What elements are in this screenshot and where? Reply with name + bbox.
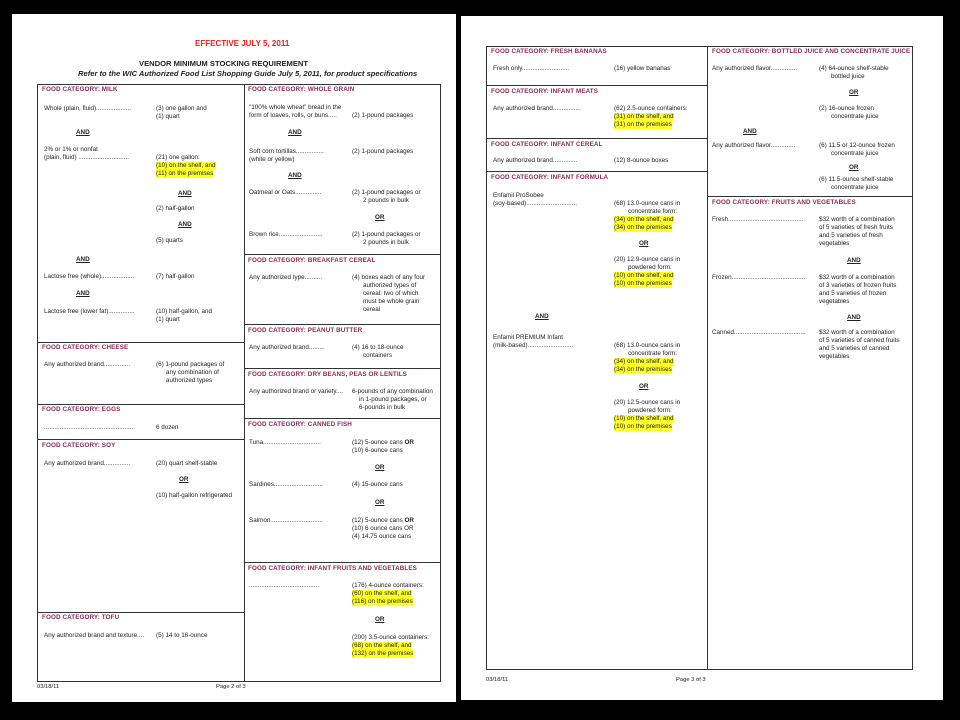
salmon-req: (12) 5-ounce cans OR bbox=[352, 517, 414, 524]
dry-beans-req: 6-pounds of any combination bbox=[352, 388, 433, 395]
premium-name: Enfamil PREMIUM Infant bbox=[493, 334, 563, 341]
fresh-req: of 5 varieties of fresh fruits bbox=[819, 224, 893, 231]
tuna-name: Tuna................................. bbox=[249, 439, 321, 446]
bananas-name: Fresh only........................... bbox=[493, 65, 570, 72]
column-divider bbox=[244, 84, 245, 682]
category-infant-fruits-vegetables: FOOD CATEGORY: INFANT FRUITS AND VEGETABLES bbox=[248, 565, 417, 572]
tortilla-req: (2) 1-pound packages bbox=[352, 148, 414, 155]
and-connector: AND bbox=[76, 290, 90, 297]
canned-req: $32 worth of a combination bbox=[819, 329, 895, 336]
premium-highlight: (10) on the premises bbox=[614, 423, 672, 430]
milk-lactose-lowfat-req: (10) half-gallon, and bbox=[156, 308, 213, 315]
row-divider bbox=[707, 196, 913, 197]
row-divider bbox=[244, 254, 441, 255]
prosobee-name: (soy-based)............................. bbox=[493, 200, 577, 207]
premium-req: concentrate form: bbox=[628, 350, 677, 357]
or-connector: OR bbox=[375, 464, 385, 471]
or-connector: OR bbox=[375, 616, 385, 623]
premium-name: (milk-based).......................... bbox=[493, 342, 574, 349]
juice-req: concentrate juice bbox=[831, 184, 879, 191]
juice-req: (4) 64-ounce shelf-stable bbox=[819, 65, 889, 72]
row-divider bbox=[486, 171, 707, 172]
premium-req: (68) 13.0-ounce cans in bbox=[614, 342, 681, 349]
page-2-sheet bbox=[12, 14, 456, 702]
prosobee-req: concentrate form: bbox=[628, 208, 677, 215]
peanut-butter-name: Any authorized brand......... bbox=[249, 344, 325, 351]
row-divider bbox=[486, 85, 707, 86]
or-connector: OR bbox=[639, 240, 649, 247]
or-connector: OR bbox=[179, 476, 189, 483]
milk-half-gallon: (2) half-gallon bbox=[156, 205, 195, 212]
frozen-req: and 5 varieties of frozen bbox=[819, 290, 887, 297]
and-connector: AND bbox=[847, 314, 861, 321]
and-connector: AND bbox=[847, 257, 861, 264]
or-connector: OR bbox=[849, 164, 859, 171]
prosobee-highlight: (10) on the premises bbox=[614, 280, 672, 287]
juice-req: bottled juice bbox=[831, 73, 865, 80]
cheese-name: Any authorized brand............... bbox=[44, 361, 131, 368]
category-fresh-bananas: FOOD CATEGORY: FRESH BANANAS bbox=[491, 48, 607, 55]
bread-name: "100% whole wheat" bread in the bbox=[249, 104, 342, 111]
and-connector: AND bbox=[178, 190, 192, 197]
cereal-name: Any authorized type.......... bbox=[249, 274, 323, 281]
bananas-req: (16) yellow bananas bbox=[614, 65, 671, 72]
cereal-req: (4) boxes each of any four bbox=[352, 274, 426, 281]
milk-quarts: (5) quarts bbox=[156, 237, 183, 244]
infant-fv-highlight: (68) on the shelf, and bbox=[352, 642, 412, 649]
cereal-req: must be whole grain bbox=[363, 298, 420, 305]
or-connector: OR bbox=[375, 499, 385, 506]
category-bottled-juice: FOOD CATEGORY: BOTTLED JUICE AND CONCENTRATE JUICE bbox=[712, 48, 911, 55]
footer-date: 03/18/11 bbox=[486, 677, 509, 683]
footer-page-number: Page 3 of 3 bbox=[676, 677, 706, 683]
juice-name: Any authorized flavor.............. bbox=[712, 142, 796, 149]
or-connector: OR bbox=[849, 89, 859, 96]
tortilla-name: Soft corn tortillas................ bbox=[249, 148, 324, 155]
salmon-name: Salmon.............................. bbox=[249, 517, 323, 524]
or-connector: OR bbox=[639, 383, 649, 390]
fresh-req: and 5 varieties of fresh bbox=[819, 232, 883, 239]
footer-date: 03/18/11 bbox=[37, 684, 60, 690]
eggs-name: ................................................... bbox=[44, 424, 134, 431]
category-milk: FOOD CATEGORY: MILK bbox=[42, 86, 118, 93]
infant-fv-name: ........................................ bbox=[249, 582, 319, 589]
prosobee-req: (20) 12.9-ounce cans in bbox=[614, 256, 681, 263]
juice-name: Any authorized flavor............... bbox=[712, 65, 798, 72]
category-tofu: FOOD CATEGORY: TOFU bbox=[42, 614, 120, 621]
milk-whole-req: (1) quart bbox=[156, 113, 180, 120]
canned-req: and 5 varieties of canned bbox=[819, 345, 890, 352]
category-fruits-vegetables: FOOD CATEGORY: FRUITS AND VEGETABLES bbox=[712, 199, 856, 206]
and-connector: AND bbox=[76, 129, 90, 136]
category-soy: FOOD CATEGORY: SOY bbox=[42, 442, 116, 449]
tortilla-name: (white or yellow) bbox=[249, 156, 295, 163]
infant-meats-name: Any authorized brand................ bbox=[493, 105, 581, 112]
infant-fv-highlight: (60) on the shelf, and bbox=[352, 590, 412, 597]
category-infant-meats: FOOD CATEGORY: INFANT MEATS bbox=[491, 88, 599, 95]
infant-fv-highlight: (116) on the premises bbox=[352, 598, 413, 605]
frozen-req: vegetables bbox=[819, 298, 850, 305]
peanut-butter-req: (4) 16 to 18-ounce bbox=[352, 344, 404, 351]
row-divider bbox=[244, 418, 441, 419]
infant-fv-req: (176) 4-ounce containers: bbox=[352, 582, 424, 589]
row-divider bbox=[244, 324, 441, 325]
cereal-req: cereal: two of which bbox=[363, 290, 419, 297]
milk-lowfat-name: (plain, fluid) ............................. bbox=[44, 154, 130, 161]
milk-whole-name: Whole (plain, fluid).................... bbox=[44, 105, 132, 112]
row-divider bbox=[244, 368, 441, 369]
brown-rice-req: (2) 1-pound packages or bbox=[352, 231, 421, 238]
juice-req: (6) 11.5 or 12-ounce frozen bbox=[819, 142, 895, 149]
infant-cereal-name: Any authorized brand.............. bbox=[493, 157, 578, 164]
infant-meats-highlight: (31) on the shelf, and bbox=[614, 113, 674, 120]
salmon-req: (10) 6 ounce cans OR bbox=[352, 525, 414, 532]
canned-req: vegetables bbox=[819, 353, 850, 360]
soy-req: (20) quart shelf-stable bbox=[156, 460, 218, 467]
category-dry-beans: FOOD CATEGORY: DRY BEANS, PEAS OR LENTILS bbox=[248, 371, 407, 378]
prosobee-highlight: (10) on the shelf, and bbox=[614, 272, 674, 279]
category-infant-formula: FOOD CATEGORY: INFANT FORMULA bbox=[491, 174, 609, 181]
milk-lowfat-req: (21) one gallon: bbox=[156, 154, 200, 161]
milk-lactose-lowfat-name: Lactose free (lower fat)............... bbox=[44, 308, 135, 315]
tofu-req: (5) 14 to 16-ounce bbox=[156, 632, 208, 639]
tuna-req: (12) 5-ounce cans OR bbox=[352, 439, 414, 446]
page-3-sheet bbox=[461, 16, 943, 700]
milk-lowfat-name: 2% or 1% or nonfat bbox=[44, 146, 98, 153]
frozen-name: Frozen.......................................... bbox=[712, 274, 806, 281]
infant-meats-req: (62) 2.5-ounce containers: bbox=[614, 105, 688, 112]
footer-page-number: Page 2 of 3 bbox=[216, 684, 246, 690]
cereal-req: cereal bbox=[363, 306, 381, 313]
sardines-req: (4) 15-ounce cans bbox=[352, 481, 403, 488]
canned-name: Canned......................................... bbox=[712, 329, 806, 336]
effective-date-title: EFFECTIVE JULY 5, 2011 bbox=[195, 39, 290, 48]
sardines-name: Sardines............................ bbox=[249, 481, 323, 488]
cheese-req: authorized types bbox=[166, 377, 213, 384]
prosobee-name: Enfamil ProSobee bbox=[493, 192, 544, 199]
premium-req: powdered form: bbox=[628, 407, 672, 414]
page-title: VENDOR MINIMUM STOCKING REQUIREMENT bbox=[139, 59, 309, 68]
and-connector: AND bbox=[535, 313, 549, 320]
premium-req: (20) 12.5-ounce cans in bbox=[614, 399, 681, 406]
or-connector: OR bbox=[375, 214, 385, 221]
oatmeal-req: (2) 1-pound packages or bbox=[352, 189, 421, 196]
bread-req: (2) 1-pound packages bbox=[352, 112, 414, 119]
and-connector: AND bbox=[288, 172, 302, 179]
row-divider bbox=[37, 612, 244, 613]
category-eggs: FOOD CATEGORY: EGGS bbox=[42, 406, 121, 413]
premium-highlight: (10) on the shelf, and bbox=[614, 415, 674, 422]
and-connector: AND bbox=[743, 128, 757, 135]
category-infant-cereal: FOOD CATEGORY: INFANT CEREAL bbox=[491, 141, 603, 148]
brown-rice-name: Brown rice......................... bbox=[249, 231, 323, 238]
milk-lactose-lowfat-req: (1) quart bbox=[156, 316, 180, 323]
category-whole-grain: FOOD CATEGORY: WHOLE GRAIN bbox=[248, 86, 355, 93]
dry-beans-req: 6-pounds in bulk bbox=[359, 404, 406, 411]
category-cheese: FOOD CATEGORY: CHEESE bbox=[42, 344, 129, 351]
milk-lowfat-highlight: (11) on the premises bbox=[156, 170, 214, 177]
and-connector: AND bbox=[76, 256, 90, 263]
juice-req: concentrate juice bbox=[831, 113, 879, 120]
infant-fv-req: (200) 3.5-ounce containers: bbox=[352, 634, 430, 641]
salmon-req: (4) 14.75 ounce cans bbox=[352, 533, 412, 540]
category-canned-fish: FOOD CATEGORY: CANNED FISH bbox=[248, 421, 352, 428]
fresh-req: $32 worth of a combination bbox=[819, 216, 895, 223]
prosobee-highlight: (34) on the premises bbox=[614, 224, 672, 231]
page-subtitle: Refer to the WIC Authorized Food List Shopping Guide July 5, 2011, for product specifications bbox=[78, 69, 418, 78]
fresh-name: Fresh........................................... bbox=[712, 216, 804, 223]
juice-req: (2) 16-ounce frozen bbox=[819, 105, 874, 112]
row-divider bbox=[486, 138, 707, 139]
soy-name: Any authorized brand............... bbox=[44, 460, 131, 467]
category-peanut-butter: FOOD CATEGORY: PEANUT BUTTER bbox=[248, 327, 363, 334]
oatmeal-name: Oatmeal or Oats............... bbox=[249, 189, 322, 196]
oatmeal-req: 2 pounds in bulk bbox=[363, 197, 409, 204]
tuna-req: (10) 6-ounce cans bbox=[352, 447, 403, 454]
juice-req: concentrate juice bbox=[831, 150, 879, 157]
frozen-req: $32 worth of a combination bbox=[819, 274, 895, 281]
row-divider bbox=[37, 439, 244, 440]
premium-highlight: (34) on the premises bbox=[614, 366, 672, 373]
dry-beans-req: in 1-pound packages, or bbox=[359, 396, 427, 403]
frozen-req: of 3 varieties of frozen fruits bbox=[819, 282, 897, 289]
and-connector: AND bbox=[288, 129, 302, 136]
and-connector: AND bbox=[178, 221, 192, 228]
prosobee-req: powdered form: bbox=[628, 264, 672, 271]
soy-req: (10) half-gallon refrigerated bbox=[156, 492, 232, 499]
canned-req: of 5 varieties of canned fruits bbox=[819, 337, 900, 344]
juice-req: (6) 11.5-ounce shelf-stable bbox=[819, 176, 894, 183]
brown-rice-req: 2 pounds in bulk bbox=[363, 239, 409, 246]
infant-fv-highlight: (132) on the premises bbox=[352, 650, 414, 657]
category-breakfast-cereal: FOOD CATEGORY: BREAKFAST CEREAL bbox=[248, 257, 376, 264]
tofu-name: Any authorized brand and texture.... bbox=[44, 632, 145, 639]
row-divider bbox=[244, 562, 441, 563]
row-divider bbox=[37, 404, 244, 405]
milk-whole-req: (3) one gallon and bbox=[156, 105, 207, 112]
peanut-butter-req: containers bbox=[363, 352, 393, 359]
milk-lactose-whole-req: (7) half-gallon bbox=[156, 273, 195, 280]
fresh-req: vegetables bbox=[819, 240, 850, 247]
column-divider bbox=[707, 46, 708, 670]
cereal-req: authorized types of bbox=[363, 282, 417, 289]
cheese-req: any combination of bbox=[166, 369, 219, 376]
eggs-req: 6 dozen bbox=[156, 424, 179, 431]
cheese-req: (6) 1-pound packages of bbox=[156, 361, 225, 368]
row-divider bbox=[37, 342, 244, 343]
bread-name: form of loaves, rolls, or buns..... bbox=[249, 112, 337, 119]
premium-highlight: (34) on the shelf, and bbox=[614, 358, 674, 365]
milk-lactose-whole-name: Lactose free (whole)................... bbox=[44, 273, 135, 280]
milk-lowfat-highlight: (10) on the shelf, and bbox=[156, 162, 216, 169]
dry-beans-name: Any authorized brand or variety.... bbox=[249, 388, 344, 395]
infant-meats-highlight: (31) on the premises bbox=[614, 121, 672, 128]
prosobee-req: (68) 13.0-ounce cans in bbox=[614, 200, 681, 207]
prosobee-highlight: (34) on the shelf, and bbox=[614, 216, 674, 223]
infant-cereal-req: (12) 8-ounce boxes bbox=[614, 157, 669, 164]
